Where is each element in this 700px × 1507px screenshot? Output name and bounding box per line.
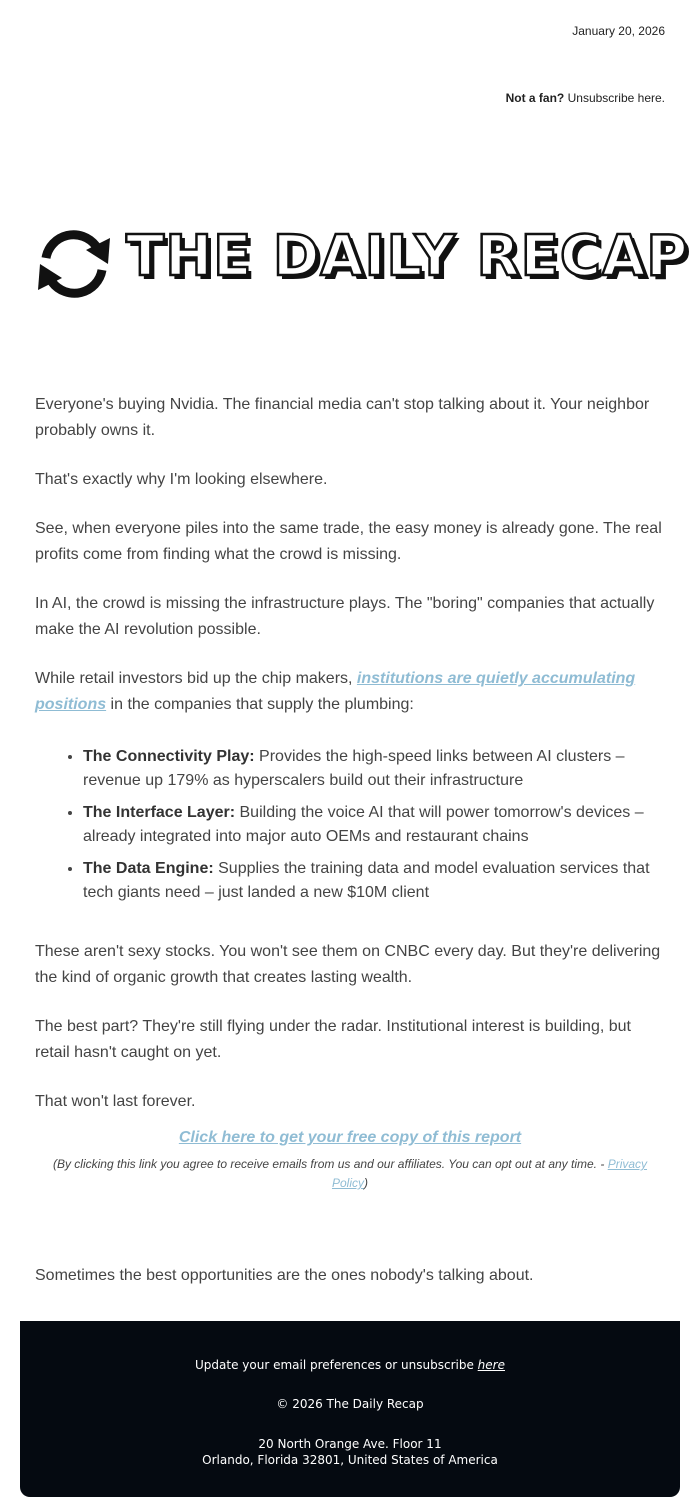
unsubscribe-prompt: Not a fan? xyxy=(505,91,565,105)
disclaimer xyxy=(35,1155,665,1193)
unsubscribe-line xyxy=(506,91,665,105)
brand-logo xyxy=(34,218,689,308)
send-date: January 20, 2026 xyxy=(572,24,665,38)
paragraph-2: That's exactly why I'm looking elsewhere. xyxy=(35,471,328,488)
free-report-link[interactable]: Click here to get your free copy of this report xyxy=(178,1129,522,1146)
brand-wordmark: THE DAILY RECAP xyxy=(126,224,689,289)
refresh-cycle-icon xyxy=(34,224,114,304)
privacy-policy-link[interactable]: Privacy Policy xyxy=(331,1157,648,1190)
list-item-title: The Connectivity Play: xyxy=(83,748,255,765)
paragraph-7: The best part? They're still flying under the radar. Institutional interest is building, but retail hasn't caught on yet. xyxy=(35,1018,631,1061)
institutions-link[interactable]: institutions are quietly accumulating positions xyxy=(35,670,636,713)
list-item-title: The Interface Layer: xyxy=(83,804,236,821)
paragraph-5-tail: in the companies that supply the plumbing: xyxy=(106,696,414,713)
list-item-text: Supplies the training data and model evaluation services that tech giants need – just landed a new $10M client xyxy=(83,860,650,901)
stock-list xyxy=(35,745,665,905)
list-item xyxy=(83,745,665,793)
list-item-title: The Data Engine: xyxy=(83,860,214,877)
list-item xyxy=(83,857,665,905)
copyright: © 2026 The Daily Recap xyxy=(276,1397,424,1411)
address-line-1: 20 North Orange Ave. Floor 11 xyxy=(258,1437,442,1451)
closing-line: Sometimes the best opportunities are the ones nobody's talking about. xyxy=(35,1267,534,1284)
address xyxy=(20,1436,680,1468)
disclaimer-close: ) xyxy=(364,1176,368,1190)
paragraph-5 xyxy=(35,666,665,718)
list-item-text: Provides the high-speed links between AI clusters – revenue up 179% as hyperscalers build out their infrastructure xyxy=(83,748,625,789)
paragraph-4: In AI, the crowd is missing the infrastructure plays. The "boring" companies that actually make the AI revolution possible. xyxy=(35,595,655,638)
paragraph-8: That won't last forever. xyxy=(35,1093,196,1110)
paragraph-5-lead: While retail investors bid up the chip makers, xyxy=(35,670,357,687)
footer xyxy=(20,1321,680,1497)
disclaimer-text: (By clicking this link you agree to receive emails from us and our affiliates. You can opt out at any time. - xyxy=(52,1157,608,1171)
address-line-2: Orlando, Florida 32801, United States of America xyxy=(202,1453,498,1467)
paragraph-1: Everyone's buying Nvidia. The financial media can't stop talking about it. Your neighbor probably owns it. xyxy=(35,396,650,439)
preferences-text: Update your email preferences or unsubscribe xyxy=(195,1358,478,1372)
list-item xyxy=(83,801,665,849)
paragraph-3: See, when everyone piles into the same trade, the easy money is already gone. The real profits come from finding what the crowd is missing. xyxy=(35,520,662,563)
email-body xyxy=(35,392,665,1193)
paragraph-6: These aren't sexy stocks. You won't see them on CNBC every day. But they're delivering the kind of organic growth that creates lasting wealth. xyxy=(35,943,661,986)
cta-block xyxy=(35,1125,665,1151)
list-item-text: Building the voice AI that will power tomorrow's devices – already integrated into major auto OEMs and restaurant chains xyxy=(83,804,644,845)
unsubscribe-link[interactable]: Unsubscribe here. xyxy=(567,91,665,105)
preferences-link[interactable]: here xyxy=(477,1358,505,1372)
preferences-line xyxy=(20,1358,680,1372)
